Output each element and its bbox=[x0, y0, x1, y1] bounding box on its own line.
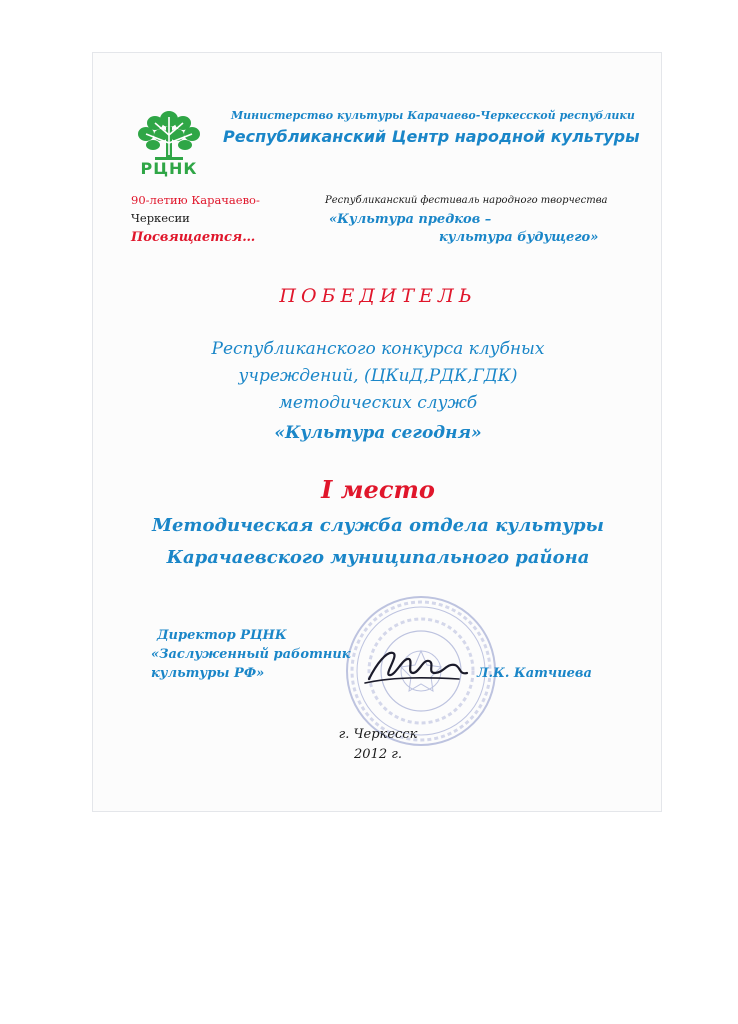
contest-line-1: Республиканского конкурса клубных bbox=[211, 339, 545, 359]
certificate-sheet bbox=[92, 52, 662, 812]
dedication-line-3: Посвящается… bbox=[131, 230, 256, 245]
signer-name: Л.К. Катчиева bbox=[477, 666, 592, 681]
director-line-2: «Заслуженный работник bbox=[151, 647, 351, 662]
contest-name: «Культура сегодня» bbox=[274, 423, 482, 443]
recipient-line-2: Карачаевского муниципального района bbox=[166, 547, 590, 568]
festival-name-line-2: культура будущего» bbox=[439, 230, 599, 245]
signature-icon bbox=[363, 643, 473, 687]
director-line-1: Директор РЦНК bbox=[157, 628, 287, 643]
dedication-line-2: Черкесии bbox=[131, 211, 190, 225]
city: г. Черкесск bbox=[338, 727, 418, 742]
ministry-name: Министерство культуры Карачаево-Черкесской республики bbox=[231, 109, 635, 122]
dedication-line-1: 90-летию Карачаево- bbox=[131, 193, 260, 207]
place-title: I место bbox=[321, 475, 435, 504]
contest-line-2: учреждений, (ЦКиД,РДК,ГДК) bbox=[238, 366, 518, 386]
year: 2012 г. bbox=[354, 747, 402, 762]
festival-name-line-1: «Культура предков – bbox=[329, 212, 492, 227]
director-line-3: культуры РФ» bbox=[151, 666, 265, 681]
center-name: Республиканский Центр народной культуры bbox=[223, 127, 640, 146]
contest-line-3: методических служб bbox=[278, 393, 478, 413]
recipient-line-1: Методическая служба отдела культуры bbox=[152, 515, 604, 536]
award-title: ПОБЕДИТЕЛЬ bbox=[279, 285, 477, 307]
festival-label: Республиканский фестиваль народного творчества bbox=[325, 195, 608, 206]
logo-text: РЦНК bbox=[140, 159, 198, 178]
